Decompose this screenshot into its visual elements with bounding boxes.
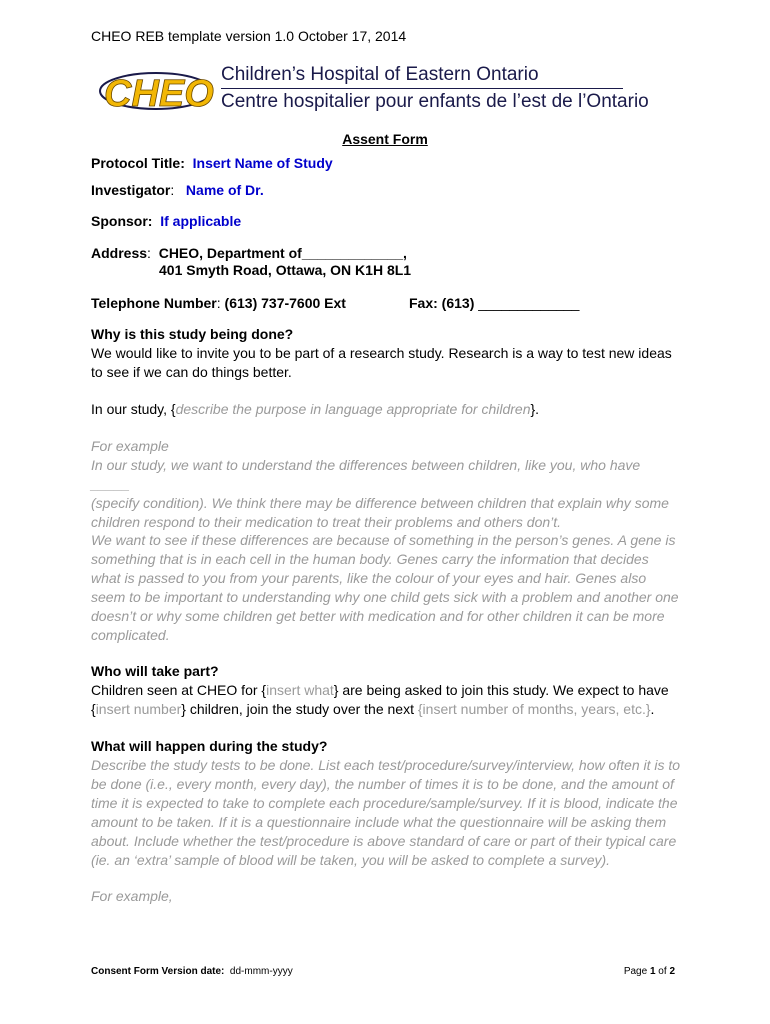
cheo-logo-icon [96, 64, 216, 114]
fax-label: Fax: (613) [409, 295, 479, 311]
logo-wordmark: CHEO [104, 73, 214, 114]
gene-block [91, 531, 681, 645]
gene-line: seem to be important to understanding why one child gets sick with a problem and another one [91, 589, 679, 605]
example-label: For example [91, 438, 169, 454]
gene-line: something that is in each cell in the human body. Genes carry the information that decides [91, 551, 649, 567]
gene-line: what is passed to you from your parents, like the colour of your eyes and hair. Genes also [91, 570, 647, 586]
sponsor-label: Sponsor: [91, 213, 153, 229]
footer-version-label: Consent Form Version date: [91, 966, 225, 977]
address-label: Address [91, 245, 148, 261]
address-line-2: 401 Smyth Road, Ottawa, ON K1H 8L1 [159, 262, 412, 278]
fax-row [409, 294, 579, 313]
investigator-row: Investigator: Name of Dr. [91, 182, 264, 198]
sponsor-row [91, 212, 241, 231]
example-line: children respond to their medication to treat their problems and others don’t. [91, 514, 562, 530]
happen-line: amount to be taken. If it is a questionnaire include what the questionnaire will be asking them [91, 814, 667, 830]
example-line: (specify condition). We think there may be difference between children that explain why some [91, 495, 669, 511]
telephone-value: (613) 737-7600 Ext [224, 295, 346, 311]
investigator-label: Investigator [91, 182, 171, 198]
purpose-hint: describe the purpose in language appropriate for children [175, 401, 531, 417]
gene-line: doesn’t or why some children get better with medication and for other children it can be more [91, 608, 665, 624]
page-number: Page 1 of 2 [623, 966, 675, 977]
why-intro-line-2: to see if we can do things better. [91, 364, 292, 380]
protocol-title-value: Insert Name of Study [192, 155, 333, 171]
happen-line: about. Include whether the test/procedure is above standard of care or part of their typical care [91, 833, 677, 849]
happen-line: time it is expected to take to complete each procedure/sample/survey. If it is blood, indicate the [91, 795, 678, 811]
happen-example: For example, [91, 888, 173, 904]
form-title: Assent Form [342, 131, 428, 147]
fax-blank: _____________ [478, 295, 580, 311]
who-section [91, 662, 681, 719]
who-heading: Who will take part? [91, 663, 219, 679]
hospital-name-fr: Centre hospitalier pour enfants de l’est de l’Ontario [221, 91, 649, 112]
why-section [91, 325, 681, 382]
hospital-name-en: Children’s Hospital of Eastern Ontario [221, 64, 539, 85]
protocol-title-row [91, 154, 333, 173]
telephone-label: Telephone Number [91, 295, 217, 311]
our-study-line: In our study, {describe the purpose in language appropriate for children}. [91, 401, 540, 417]
investigator-value: Name of Dr. [185, 182, 264, 198]
happen-section [91, 737, 681, 870]
gene-line: We want to see if these differences are because of something in the person’s genes. A gene is [91, 532, 676, 548]
happen-line: (ie. an ‘extra’ sample of blood will be taken, you will be asked to complete a survey). [91, 852, 611, 868]
telephone-row: Telephone Number: (613) 737-7600 Ext [91, 295, 346, 311]
happen-line: be done (i.e., every month, every day), the number of times it is to be done, and the amount of [91, 776, 674, 792]
example-block [91, 437, 681, 532]
who-line-2: {insert number} children, join the study over the next {insert number of months, years, etc.}. [91, 701, 655, 717]
why-intro-line-1: We would like to invite you to be part of a research study. Research is a way to test new ideas [91, 345, 672, 361]
why-heading: Why is this study being done? [91, 326, 294, 342]
insert-number-hint: insert number [95, 701, 182, 717]
template-version: CHEO REB template version 1.0 October 17, 2014 [91, 28, 407, 44]
happen-heading: What will happen during the study? [91, 738, 328, 754]
hospital-logo [92, 60, 649, 120]
address-line-1: CHEO, Department of_____________, [158, 245, 407, 261]
address-row: Address: CHEO, Department of_____________, [91, 245, 407, 261]
protocol-title-label: Protocol Title: [91, 155, 185, 171]
footer-version-value: dd-mmm-yyyy [229, 966, 293, 977]
insert-duration-hint: {insert number of months, years, etc.} [417, 701, 651, 717]
footer-version [91, 966, 293, 977]
logo-divider [221, 88, 623, 89]
gene-line: complicated. [91, 627, 170, 643]
sponsor-value: If applicable [160, 213, 242, 229]
example-line: In our study, we want to understand the differences between children, like you, who have _____ [91, 457, 641, 492]
happen-line: Describe the study tests to be done. List each test/procedure/survey/interview, how often it is to [91, 757, 681, 773]
insert-what-hint: insert what [266, 682, 334, 698]
who-line-1: Children seen at CHEO for {insert what} are being asked to join this study. We expect to have [91, 682, 669, 698]
